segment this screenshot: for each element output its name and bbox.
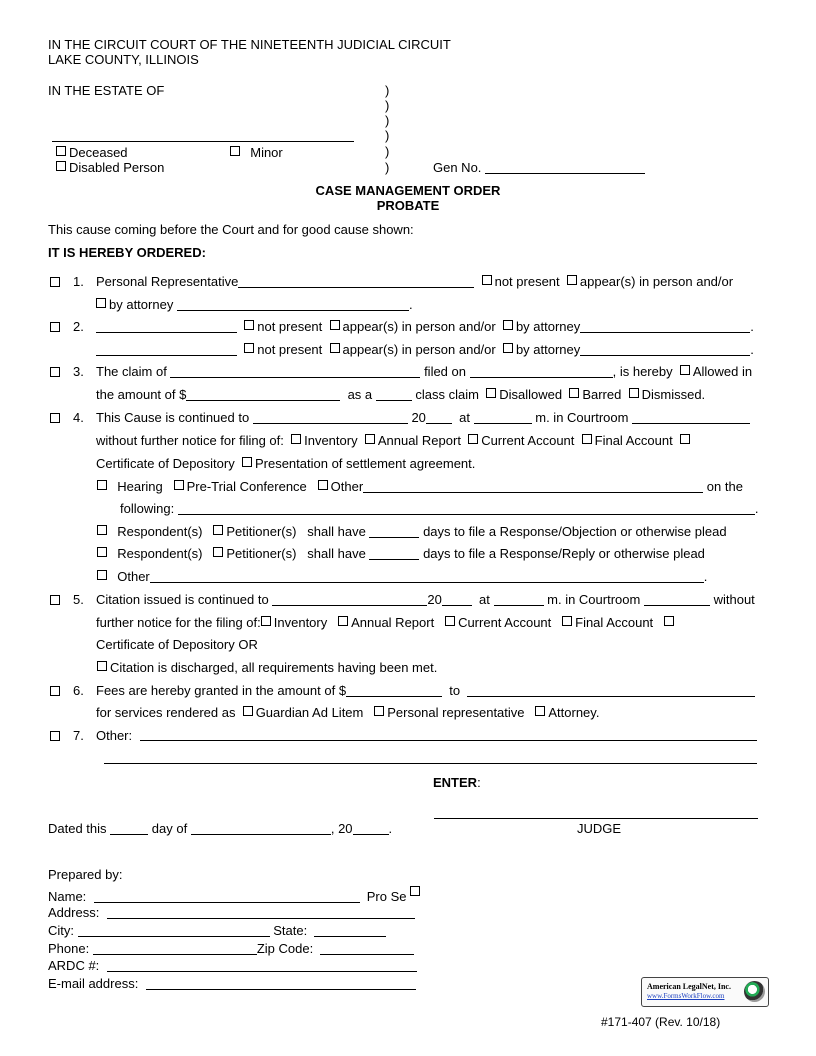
allowed-checkbox[interactable]	[680, 365, 690, 375]
item-2-checkbox[interactable]	[50, 322, 60, 332]
phone-row: Phone: Zip Code:	[48, 941, 414, 956]
address-field[interactable]	[107, 906, 415, 919]
item-4-line-4: Hearing Pre-Trial Conference Other on the	[97, 479, 743, 494]
not-present-checkbox[interactable]	[244, 320, 254, 330]
item-4-line-1: This Cause is continued to 20 at m. in Courtroom	[96, 410, 750, 425]
email-field[interactable]	[146, 977, 416, 990]
gen-no-line[interactable]	[485, 161, 645, 174]
final-account-checkbox[interactable]	[582, 434, 592, 444]
disallowed-checkbox[interactable]	[486, 388, 496, 398]
disabled-option[interactable]: Disabled Person	[56, 160, 164, 175]
form-title: CASE MANAGEMENT ORDER	[315, 183, 501, 198]
cert-depository-checkbox[interactable]	[680, 434, 690, 444]
appear-checkbox[interactable]	[567, 275, 577, 285]
time-line[interactable]	[474, 411, 532, 424]
form-subtitle: PROBATE	[376, 198, 440, 213]
name-row: Name: Pro Se	[48, 886, 423, 904]
petitioner-checkbox[interactable]	[213, 525, 223, 535]
ordered-heading: IT IS HEREBY ORDERED:	[48, 245, 206, 260]
city-row: City: State:	[48, 923, 386, 938]
globe-icon	[744, 981, 765, 1002]
pro-se-checkbox[interactable]	[410, 886, 420, 896]
courtroom-line[interactable]	[644, 593, 710, 606]
item-6-line-1: Fees are hereby granted in the amount of $ to	[96, 683, 755, 698]
not-present-checkbox[interactable]	[482, 275, 492, 285]
item-1-checkbox[interactable]	[50, 277, 60, 287]
item-2-line-2: not present appear(s) in person and/or by attorney .	[96, 342, 754, 357]
item-5-line-2: further notice for the filing of: Inventory Annual Report Current Account Final Account	[96, 615, 677, 630]
minor-option[interactable]: Minor	[230, 145, 283, 160]
item-4-line-6: Respondent(s) Petitioner(s) shall have days to file a Response/Objection or otherwise plead	[97, 524, 727, 539]
dismissed-checkbox[interactable]	[629, 388, 639, 398]
continued-date-line[interactable]	[253, 411, 408, 424]
gen-no-field[interactable]: Gen No.	[433, 160, 645, 175]
phone-field[interactable]	[93, 942, 257, 955]
item-6-line-2: for services rendered as Guardian Ad Litem Personal representative Attorney.	[96, 705, 600, 720]
item-1-line-2: by attorney .	[96, 297, 413, 312]
respondent-checkbox[interactable]	[97, 547, 107, 557]
by-attorney-checkbox[interactable]	[96, 298, 106, 308]
other-checkbox[interactable]	[97, 570, 107, 580]
item-number: 7.	[73, 728, 84, 743]
item-7-checkbox[interactable]	[50, 731, 60, 741]
guardian-checkbox[interactable]	[243, 706, 253, 716]
name-field[interactable]	[94, 890, 360, 903]
item-1-line-1: Personal Representative not present appear(s) in person and/or	[96, 274, 734, 289]
intro-text: This cause coming before the Court and for good cause shown:	[48, 222, 414, 237]
item-5-line-3: Certificate of Depository OR	[96, 637, 258, 652]
days-line[interactable]	[369, 547, 419, 560]
final-account-checkbox[interactable]	[562, 616, 572, 626]
caption-paren: )	[385, 160, 390, 175]
item-4-line-3: Certificate of Depository Presentation of settlement agreement.	[96, 456, 476, 471]
attorney-checkbox[interactable]	[535, 706, 545, 716]
payee-line[interactable]	[467, 684, 755, 697]
current-account-checkbox[interactable]	[468, 434, 478, 444]
class-line[interactable]	[376, 388, 412, 401]
attorney-line[interactable]	[580, 320, 750, 333]
caption-paren: )	[385, 113, 390, 128]
caption-paren: )	[385, 128, 390, 143]
days-line[interactable]	[369, 525, 419, 538]
month-line[interactable]	[191, 822, 331, 835]
deceased-option[interactable]: Deceased	[56, 145, 128, 160]
judge-signature-line[interactable]	[434, 818, 758, 819]
hearing-checkbox[interactable]	[97, 480, 107, 490]
item-4-line-2: without further notice for filing of: Inventory Annual Report Current Account Final Account	[96, 433, 693, 448]
state-field[interactable]	[314, 924, 386, 937]
ardc-field[interactable]	[107, 959, 417, 972]
courtroom-line[interactable]	[632, 411, 750, 424]
inventory-checkbox[interactable]	[291, 434, 301, 444]
item-4-checkbox[interactable]	[50, 413, 60, 423]
logo-name: American LegalNet, Inc.	[647, 982, 731, 991]
minor-checkbox[interactable]	[230, 146, 240, 156]
fee-amount-line[interactable]	[346, 684, 442, 697]
item-5-checkbox[interactable]	[50, 595, 60, 605]
current-account-checkbox[interactable]	[445, 616, 455, 626]
caption-paren: )	[385, 98, 390, 113]
appear-checkbox[interactable]	[330, 320, 340, 330]
year-line[interactable]	[442, 593, 472, 606]
by-attorney-checkbox[interactable]	[503, 320, 513, 330]
email-row: E-mail address:	[48, 976, 416, 991]
other-line[interactable]	[363, 480, 703, 493]
pretrial-checkbox[interactable]	[174, 480, 184, 490]
settlement-checkbox[interactable]	[242, 457, 252, 467]
item-4-line-5: following: .	[120, 501, 759, 516]
item-number: 4.	[73, 410, 84, 425]
item-3-line-2: the amount of $ as a class claim Disallowed Barred Dismissed.	[96, 387, 706, 402]
party-line[interactable]	[96, 343, 237, 356]
disabled-checkbox[interactable]	[56, 161, 66, 171]
estate-name-line[interactable]	[52, 141, 354, 142]
day-line[interactable]	[110, 822, 148, 835]
item-3-checkbox[interactable]	[50, 367, 60, 377]
court-name: IN THE CIRCUIT COURT OF THE NINETEENTH JUDICIAL CIRCUIT	[48, 37, 451, 52]
year-line[interactable]	[353, 822, 389, 835]
not-present-checkbox[interactable]	[244, 343, 254, 353]
personal-rep-line[interactable]	[238, 275, 474, 288]
claimant-line[interactable]	[170, 365, 420, 378]
other-line[interactable]	[150, 570, 704, 583]
deceased-checkbox[interactable]	[56, 146, 66, 156]
annual-report-checkbox[interactable]	[365, 434, 375, 444]
other-line-2[interactable]	[104, 763, 757, 764]
inventory-checkbox[interactable]	[261, 616, 271, 626]
attorney-line[interactable]	[580, 343, 750, 356]
item-4-line-8: Other .	[97, 569, 707, 584]
item-5-line-4: Citation is discharged, all requirements having been met.	[97, 660, 437, 675]
item-2-line-1: not present appear(s) in person and/or by attorney .	[96, 319, 754, 334]
ardc-row: ARDC #:	[48, 958, 417, 973]
zip-field[interactable]	[320, 942, 414, 955]
item-6-checkbox[interactable]	[50, 686, 60, 696]
petitioner-checkbox[interactable]	[213, 547, 223, 557]
cert-depository-checkbox[interactable]	[664, 616, 674, 626]
item-3-line-1: The claim of filed on , is hereby Allowed in	[96, 364, 753, 379]
enter-label: ENTER:	[433, 775, 481, 790]
form-number: #171-407 (Rev. 10/18)	[601, 1015, 721, 1029]
caption-paren: )	[385, 144, 390, 159]
respondent-checkbox[interactable]	[97, 525, 107, 535]
personal-representative-checkbox[interactable]	[374, 706, 384, 716]
year-line[interactable]	[426, 411, 452, 424]
item-5-line-1: Citation issued is continued to 20 at m. in Courtroom without	[96, 592, 755, 607]
following-line[interactable]	[178, 502, 755, 515]
citation-discharged-checkbox[interactable]	[97, 661, 107, 671]
barred-checkbox[interactable]	[569, 388, 579, 398]
other-label: Other:	[96, 728, 133, 743]
annual-report-checkbox[interactable]	[338, 616, 348, 626]
time-line[interactable]	[494, 593, 544, 606]
address-row: Address:	[48, 905, 415, 920]
citation-date-line[interactable]	[272, 593, 427, 606]
county-name: LAKE COUNTY, ILLINOIS	[48, 52, 199, 67]
caption-paren: )	[385, 83, 390, 98]
appear-checkbox[interactable]	[330, 343, 340, 353]
dated-line: Dated this day of , 20 .	[48, 821, 393, 836]
publisher-logo[interactable]	[641, 977, 769, 1007]
item-number: 5.	[73, 592, 84, 607]
estate-of-label: IN THE ESTATE OF	[48, 83, 165, 98]
filed-date-line[interactable]	[470, 365, 613, 378]
attorney-line[interactable]	[177, 298, 409, 311]
by-attorney-checkbox[interactable]	[503, 343, 513, 353]
claim-amount-line[interactable]	[186, 388, 340, 401]
item-number: 2.	[73, 319, 84, 334]
item-number: 6.	[73, 683, 84, 698]
item-4-line-7: Respondent(s) Petitioner(s) shall have days to file a Response/Reply or otherwise plead	[97, 546, 705, 561]
party-line[interactable]	[96, 320, 237, 333]
item-number: 1.	[73, 274, 84, 289]
other-checkbox[interactable]	[318, 480, 328, 490]
logo-url[interactable]: www.FormsWorkFlow.com	[647, 992, 725, 1000]
other-line[interactable]	[140, 740, 757, 741]
judge-label: JUDGE	[577, 821, 622, 836]
item-number: 3.	[73, 364, 84, 379]
prepared-by-label: Prepared by:	[48, 867, 123, 882]
city-field[interactable]	[78, 924, 270, 937]
